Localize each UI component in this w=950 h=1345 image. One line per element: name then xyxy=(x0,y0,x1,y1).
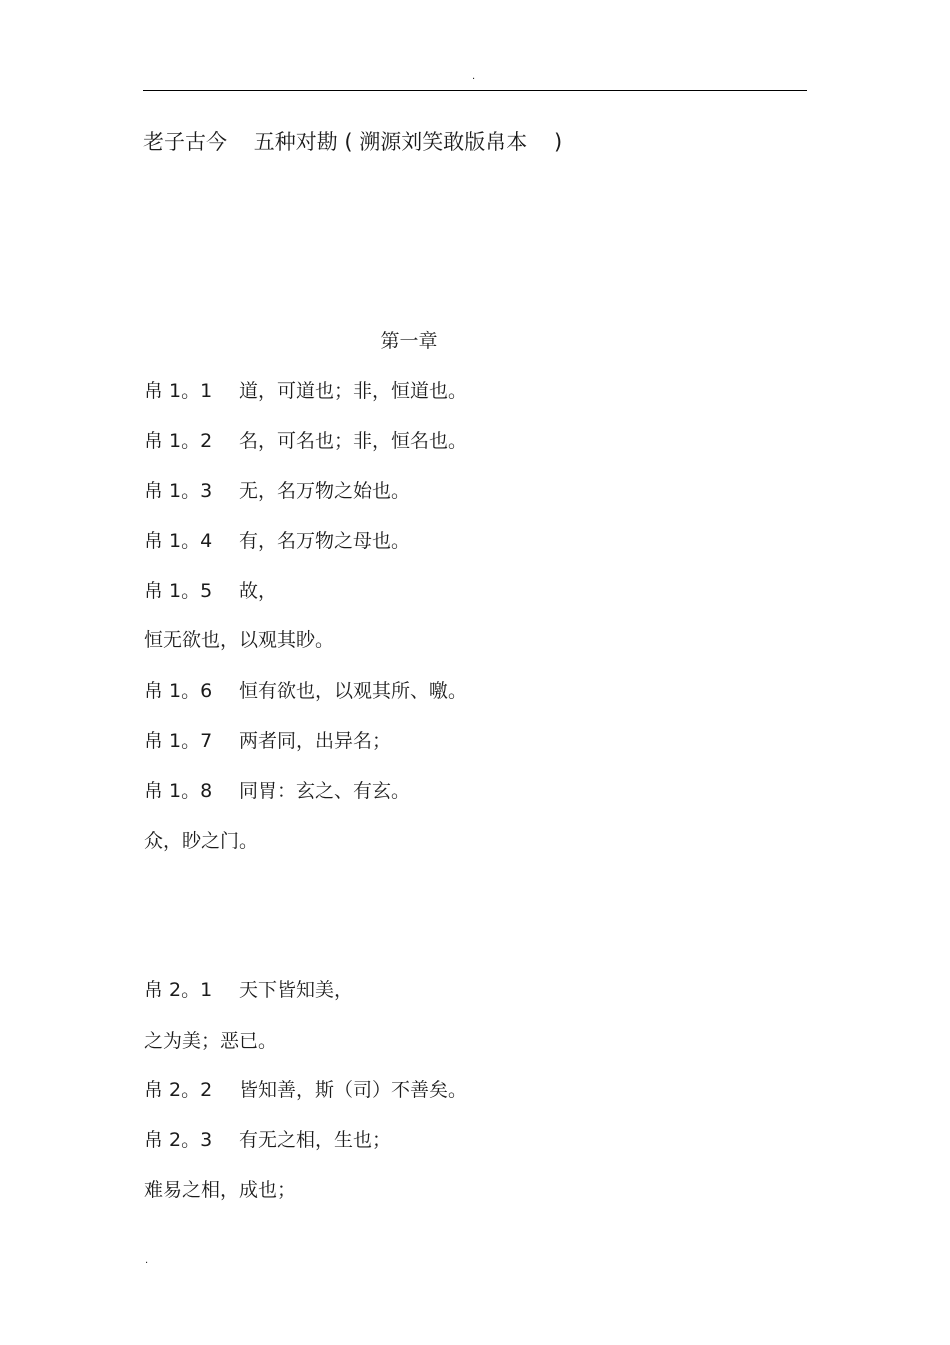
verse-text: 道，可道也；非，恒道也。 xyxy=(239,380,468,402)
verse-line xyxy=(144,727,391,755)
verse-ref: 帛 2。3 xyxy=(144,1129,213,1151)
verse-text: 同胃：玄之、有玄。 xyxy=(239,780,411,802)
chapter-title: 第一章 xyxy=(380,330,438,352)
header-rule xyxy=(143,90,807,91)
verse-line xyxy=(144,1126,391,1154)
verse-line xyxy=(144,477,410,505)
verse-ref: 帛 2。1 xyxy=(144,979,213,1001)
verse-line xyxy=(144,527,410,555)
verse-line xyxy=(144,677,467,705)
verse-ref: 帛 1。2 xyxy=(144,430,213,452)
verse-ref: 帛 1。3 xyxy=(144,480,213,502)
document-title: 老子古今 五种对勘 ( 溯源刘笑敢版帛本 ) xyxy=(143,130,563,154)
verse-text: 故， xyxy=(239,580,278,602)
verse-ref: 帛 1。7 xyxy=(144,730,213,752)
verse-text: 名，可名也；非，恒名也。 xyxy=(239,430,468,452)
verse-text: 恒有欲也，以观其所、噭。 xyxy=(239,680,468,702)
verse-ref: 帛 1。8 xyxy=(144,780,213,802)
verse-line xyxy=(144,1076,467,1104)
verse-ref: 帛 2。2 xyxy=(144,1079,213,1101)
verse-line xyxy=(144,976,353,1004)
verse-ref: 帛 1。5 xyxy=(144,580,213,602)
verse-text: 之为美；恶已。 xyxy=(144,1030,278,1052)
verse-line xyxy=(144,777,410,805)
verse-text: 皆知善，斯（司）不善矣。 xyxy=(239,1079,468,1101)
verse-text: 两者同，出异名； xyxy=(239,730,392,752)
verse-continuation xyxy=(144,626,334,654)
verse-line xyxy=(144,577,277,605)
verse-text: 有，名万物之母也。 xyxy=(239,530,411,552)
verse-text: 天下皆知美， xyxy=(239,979,354,1001)
verse-text: 无，名万物之始也。 xyxy=(239,480,411,502)
verse-ref: 帛 1。6 xyxy=(144,680,213,702)
header-dot: . xyxy=(472,71,476,82)
verse-line xyxy=(144,427,467,455)
verse-text: 恒无欲也，以观其眇。 xyxy=(144,629,335,651)
verse-continuation xyxy=(144,1027,277,1055)
verse-line xyxy=(144,377,467,405)
verse-text: 难易之相，成也； xyxy=(144,1179,297,1201)
verse-text: 有无之相，生也； xyxy=(239,1129,392,1151)
verse-ref: 帛 1。1 xyxy=(144,380,213,402)
verse-text: 众，眇之门。 xyxy=(144,830,259,852)
verse-ref: 帛 1。4 xyxy=(144,530,213,552)
footer-dot: . xyxy=(145,1255,149,1266)
verse-continuation xyxy=(144,827,258,855)
verse-continuation xyxy=(144,1176,296,1204)
